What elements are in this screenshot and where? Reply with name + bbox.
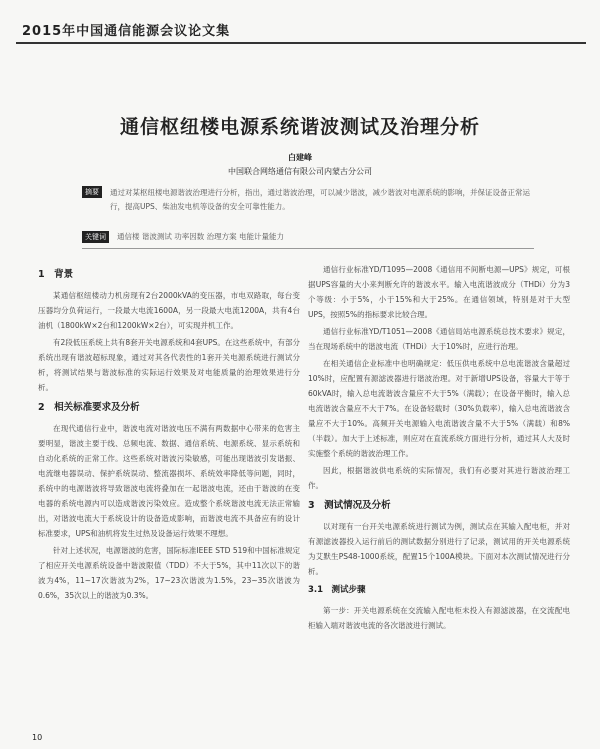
body-paragraph: 以对现有一台开关电源系统进行测试为例，测试点在其输入配电柜，并对有源滤波器投入运行前后的测试数据分别进行了记录，测试用的开关电源系统为艾默生PS48-1000系统，配置15个100A模块。下面对本次测试情况进行分析。	[308, 522, 570, 576]
keywords-label: 关键词	[82, 231, 109, 243]
abstract-block	[82, 186, 534, 214]
body-paragraph: 通信行业标准YD/T1051—2008《通信局站电源系统总技术要求》规定，当在现场系统中的谐波电流（THDi）大于10%时，应进行治理。	[308, 327, 570, 351]
section-heading: 3.1 测试步骤	[308, 585, 366, 595]
body-paragraph: 在现代通信行业中，谐波电流对谐波电压不满有两数据中心带来的危害主要明显，谐波主要于线、总频电流、数据、通信系统、电源系统、显示系统和自动化系统的正常工作。这些系统对谐波污染敏感，可能出现谐波引发谐振、电流继电器误动、保护系统误动、整流器损坏、系统效率降低等问题，同时，系统中的电源谐波将导致谐波电流将叠加在一起谐波电流，还由于谐波的在变电器的系统电源内可以造成谐波污染效应。造成整个系统谐波电流无法正常输出，对谐波电流大于系统设计的设备造成影响，而谐波电流不具备应有的设计标准要求，UPS和油机将发生过热及设备运行效果不理想。	[38, 424, 300, 538]
section-heading: 1 背景	[38, 269, 74, 280]
body-paragraph: 因此，根据谐波供电系统的实际情况，我们有必要对其进行谐波治理工作。	[308, 466, 570, 490]
journal-header: 2015年中国通信能源会议论文集	[22, 24, 231, 39]
body-paragraph: 某通信枢纽楼动力机房现有2台2000kVA的变压器，市电双路取，每台变压器均分负荷运行，一段最大电流1600A，另一段最大电流1200A，共有4台油机（1800kW×2台和1200kW×2台），可实现并机工作。	[38, 291, 300, 330]
keywords-block	[82, 230, 534, 244]
body-paragraph: 通信行业标准YD/T1095—2008《通信用不间断电源—UPS》规定，可根据UPS容量的大小来判断允许的谐波水平。输入电流谐波成分（THDi）分为3个等级：小于5%，小于15%和大于25%。在通信领域，特别是对于大型UPS，按照5%的指标要求比较合理。	[308, 265, 570, 319]
abstract-text: 通过对某枢纽楼电源谐波治理进行分析，指出，通过谐波治理，可以减少谐波，减少谐波对电源系统的影响，并保证设备正常运行，提高UPS、柴油发电机等设备的安全可靠性能力。	[110, 188, 530, 211]
paper-title: 通信枢纽楼电源系统谐波测试及治理分析	[119, 116, 480, 138]
header-rule	[16, 42, 586, 44]
author: 白建峰	[288, 153, 312, 162]
page-number: 10	[32, 733, 43, 742]
abstract-divider	[82, 248, 534, 249]
section-heading: 3 测试情况及分析	[308, 500, 391, 511]
body-paragraph: 第一步：开关电源系统在交流输入配电柜未投入有源滤波器，在交流配电柜输入端对谐波电流的各次谐波进行测试。	[308, 606, 570, 630]
abstract-label: 摘要	[82, 186, 102, 198]
body-paragraph: 有2段低压系统上共有8套开关电源系统和4套UPS。在这些系统中，有部分系统出现有谐波超标现象，通过对其各代表性的1套开关电源系统进行测试分析，将测试结果与谐波标准的实际运行效果及对电能质量的治理效果进行分析。	[38, 338, 300, 392]
right-column	[308, 262, 570, 635]
section-heading: 2 相关标准要求及分析	[38, 402, 140, 413]
left-column	[38, 262, 300, 605]
affiliation: 中国联合网络通信有限公司内蒙古分公司	[228, 167, 372, 176]
body-paragraph: 针对上述状况，电源谐波的危害，国际标准IEEE STD 519和中国标准规定了相应开关电源系统设备中谐波限值（TDD）不大于5%，其中11次以下的谐波为4%，11~17次谐波为2%，17~23次谐波为1.5%，23~35次谐波为0.6%，35次以上的谐波为0.3%。	[38, 546, 300, 600]
keywords-text: 通信楼 谐波测试 功率因数 治理方案 电能计量能力	[117, 232, 285, 241]
body-paragraph: 在相关通信企业标准中也明确规定：低压供电系统中总电流谐波含量超过10%时，应配置有源滤波器进行谐波治理。对于新增UPS设备，容量大于等于60kVA时，输入总电流谐波含量应不大于5%（满载）；在设备平衡时，输入总电流谐波含量应不大于7%。在设备轻载时（30%负载率），输入总电流谐波含量应不大于10%。高频开关电源输入电流谐波含量不大于5%（满载）和8%（半载）。加大于上述标准，则应对在直流系统方面进行分析，通过其人大及时实施整个系统的谐波治理工作。	[308, 359, 570, 458]
